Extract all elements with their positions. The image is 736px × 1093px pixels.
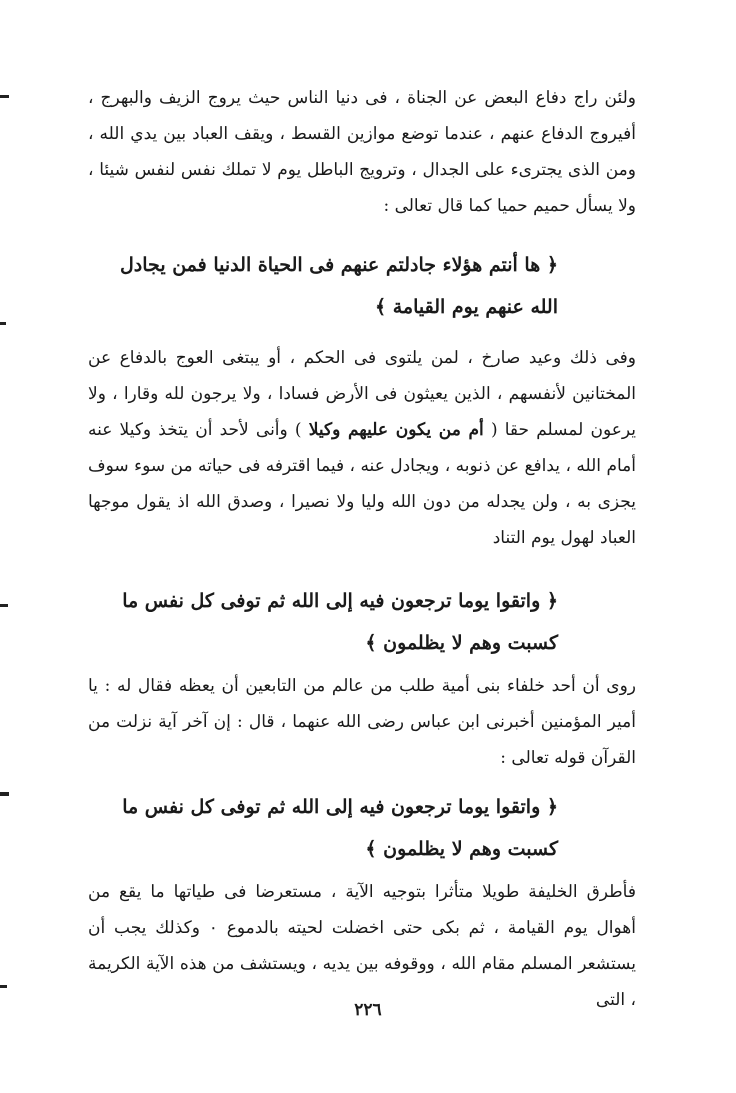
paragraph-2-part-1: وفى ذلك وعيد صارخ ، لمن يلتوى فى الحكم ، أو يبتغى العوج بالدفاع عن المختانين لأنفسهم ، الذين يعيثون فى الأرض فسادا ، ولا يرجون لله وقارا ، ولا يرعون لمسلم حقا ( (88, 348, 636, 440)
paragraph-3: روى أن أحد خلفاء بنى أمية طلب من عالم من التابعين أن يعظه فقال له : يا أمير المؤمنين أخبرنى ابن عباس رضى الله عنهما ، قال : إن آخر آية نزلت من القرآن قوله تعالى : (88, 676, 636, 768)
quran-verse-2: ﴿ واتقوا يوما ترجعون فيه إلى الله ثم توفى كل نفس ما كسبت وهم لا يظلمون ﴾ (122, 590, 558, 654)
quran-verse-3: ﴿ واتقوا يوما ترجعون فيه إلى الله ثم توفى كل نفس ما كسبت وهم لا يظلمون ﴾ (122, 796, 558, 860)
margin-mark (0, 985, 7, 988)
margin-mark (0, 792, 9, 796)
page-number: ٢٢٦ (354, 1000, 382, 1020)
quran-verse-1: ﴿ ها أنتم هؤلاء جادلتم عنهم فى الحياة الدنيا فمن يجادل الله عنهم يوم القيامة ﴾ (120, 254, 558, 318)
paragraph-2-part-2: ) وأنى لأحد أن يتخذ وكيلا عنه أمام الله ، يدافع عن ذنوبه ، ويجادل عنه ، فيما اقترفه فى حياته من سوء سوف يجزى به ، ولن يجدله من دون الله وليا ولا نصيرا ، وصدق الله اذ يقول موجها العباد لهول يوم التناد (88, 420, 636, 548)
margin-mark (0, 95, 9, 98)
margin-mark (0, 322, 6, 325)
margin-mark (0, 604, 8, 607)
inline-verse: أم من يكون عليهم وكيلا (308, 420, 484, 440)
paragraph-2 (88, 340, 636, 556)
paragraph-4: فأطرق الخليفة طويلا متأثرا بتوجيه الآية ، مستعرضا فى طياتها ما يقع من أهوال يوم القيامة ، ثم بكى حتى اخضلت لحيته بالدموع ٠ وكذلك يجب أن يستشعر المسلم مقام الله ، ووقوفه بين يديه ، ويستشف من هذه الآية الكريمة ، التى (88, 882, 636, 1010)
paragraph-1: ولئن راج دفاع البعض عن الجناة ، فى دنيا الناس حيث يروج الزيف والبهرج ، أفيروج الدفاع عنهم ، عندما توضع موازين القسط ، ويقف العباد بين يدي الله ، ومن الذى يجترىء على الجدال ، وترويج الباطل يوم لا تملك نفس لنفس شيئا ، ولا يسأل حميم حميا كما قال تعالى : (88, 88, 636, 216)
